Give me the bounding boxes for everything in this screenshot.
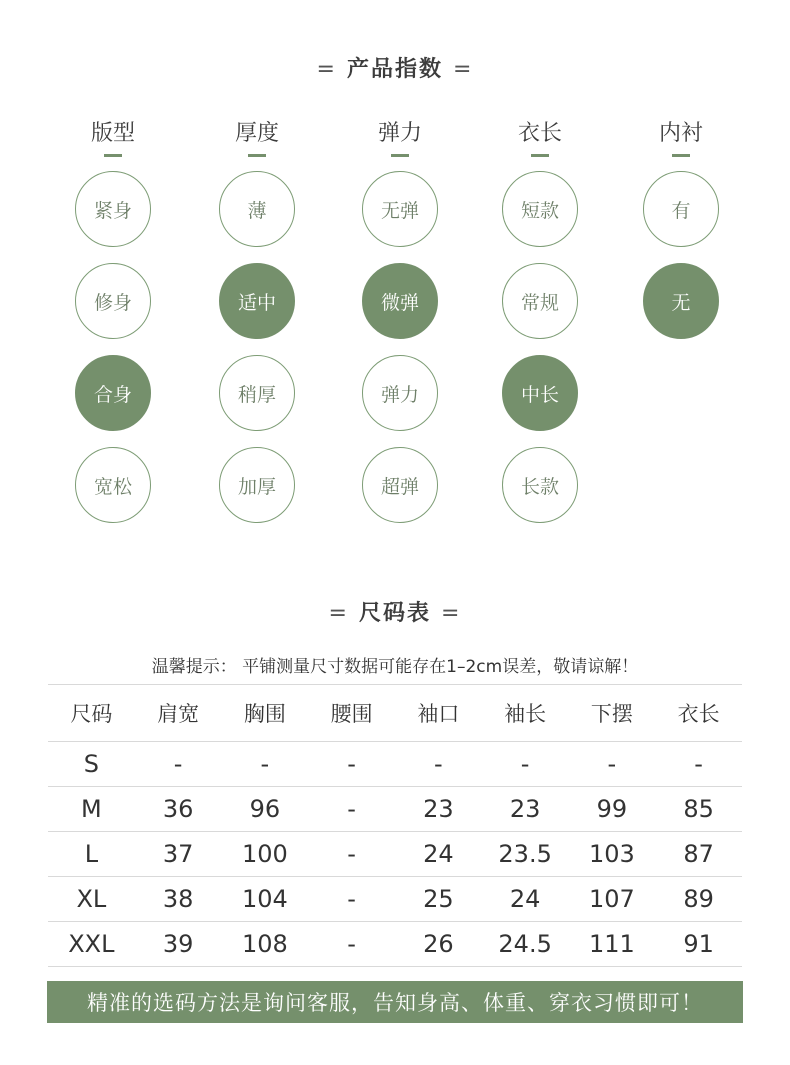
size-chart-title xyxy=(0,596,790,627)
table-row xyxy=(48,742,742,787)
index-option-selected: 微弹 xyxy=(362,263,438,339)
index-option-selected: 适中 xyxy=(219,263,295,339)
measurement-cell: 100 xyxy=(222,832,309,877)
size-table-header-cell: 袖长 xyxy=(482,685,569,742)
index-column xyxy=(345,118,455,539)
sizing-advice-banner: 精准的选码方法是询问客服，告知身高、体重、穿衣习惯即可！ xyxy=(47,981,743,1023)
index-option: 短款 xyxy=(502,171,578,247)
measurement-cell: 23 xyxy=(482,787,569,832)
index-option: 弹力 xyxy=(362,355,438,431)
title-decoration-right: = xyxy=(441,601,462,626)
index-column xyxy=(202,118,312,539)
size-table-header-cell: 胸围 xyxy=(222,685,309,742)
measurement-cell: 103 xyxy=(569,832,656,877)
index-column xyxy=(485,118,595,539)
measurement-cell: 38 xyxy=(135,877,222,922)
index-option: 加厚 xyxy=(219,447,295,523)
measurement-cell: - xyxy=(482,742,569,787)
product-index-title xyxy=(0,52,790,83)
measurement-cell: 25 xyxy=(395,877,482,922)
size-table-header-cell: 衣长 xyxy=(655,685,742,742)
index-column xyxy=(58,118,168,539)
measurement-cell: - xyxy=(308,877,395,922)
measurement-cell: - xyxy=(308,742,395,787)
measurement-cell: - xyxy=(308,832,395,877)
measurement-tip: 温馨提示： 平铺测量尺寸数据可能存在1–2cm误差，敬请谅解！ xyxy=(151,657,639,677)
measurement-cell: 104 xyxy=(222,877,309,922)
measurement-cell: - xyxy=(135,742,222,787)
size-table-header-cell: 袖口 xyxy=(395,685,482,742)
measurement-cell: - xyxy=(308,922,395,967)
measurement-cell: - xyxy=(308,787,395,832)
size-label-cell: S xyxy=(48,742,135,787)
index-column-heading: 弹力 xyxy=(377,121,422,146)
measurement-cell: 23 xyxy=(395,787,482,832)
measurement-cell: 107 xyxy=(569,877,656,922)
measurement-cell: 111 xyxy=(569,922,656,967)
index-option: 常规 xyxy=(502,263,578,339)
measurement-cell: 99 xyxy=(569,787,656,832)
index-column xyxy=(626,118,736,355)
index-column-heading: 衣长 xyxy=(517,121,562,146)
index-option: 长款 xyxy=(502,447,578,523)
measurement-cell: - xyxy=(395,742,482,787)
size-table-header-cell: 腰围 xyxy=(308,685,395,742)
index-option: 超弹 xyxy=(362,447,438,523)
heading-underline xyxy=(391,154,409,157)
measurement-cell: 39 xyxy=(135,922,222,967)
measurement-cell: 23.5 xyxy=(482,832,569,877)
heading-underline xyxy=(248,154,266,157)
measurement-cell: 91 xyxy=(655,922,742,967)
measurement-cell: - xyxy=(569,742,656,787)
heading-underline xyxy=(531,154,549,157)
index-option: 有 xyxy=(643,171,719,247)
index-column-heading: 版型 xyxy=(90,121,135,146)
size-table-header-cell: 肩宽 xyxy=(135,685,222,742)
index-column-heading: 厚度 xyxy=(234,121,279,146)
table-row xyxy=(48,877,742,922)
measurement-cell: 36 xyxy=(135,787,222,832)
table-row xyxy=(48,787,742,832)
product-index-title-text: 产品指数 xyxy=(346,57,443,82)
index-option: 修身 xyxy=(75,263,151,339)
measurement-cell: - xyxy=(222,742,309,787)
measurement-cell: 24 xyxy=(395,832,482,877)
size-table-header-cell: 下摆 xyxy=(569,685,656,742)
index-option: 宽松 xyxy=(75,447,151,523)
index-option-selected: 中长 xyxy=(502,355,578,431)
measurement-cell: 37 xyxy=(135,832,222,877)
index-option: 无弹 xyxy=(362,171,438,247)
index-option-selected: 合身 xyxy=(75,355,151,431)
measurement-cell: 108 xyxy=(222,922,309,967)
measurement-cell: 87 xyxy=(655,832,742,877)
title-decoration-right: = xyxy=(453,57,474,82)
title-decoration-left: = xyxy=(328,601,349,626)
size-table-header-cell: 尺码 xyxy=(48,685,135,742)
title-decoration-left: = xyxy=(316,57,337,82)
size-table-header-row xyxy=(48,685,742,742)
size-table-body xyxy=(48,742,742,967)
size-label-cell: M xyxy=(48,787,135,832)
table-row xyxy=(48,922,742,967)
size-label-cell: L xyxy=(48,832,135,877)
measurement-cell: 24.5 xyxy=(482,922,569,967)
measurement-cell: 26 xyxy=(395,922,482,967)
index-option: 薄 xyxy=(219,171,295,247)
size-table xyxy=(48,684,742,967)
heading-underline xyxy=(104,154,122,157)
index-option: 稍厚 xyxy=(219,355,295,431)
index-option-selected: 无 xyxy=(643,263,719,339)
measurement-cell: 96 xyxy=(222,787,309,832)
heading-underline xyxy=(672,154,690,157)
measurement-cell: 24 xyxy=(482,877,569,922)
size-chart-title-text: 尺码表 xyxy=(358,601,431,626)
measurement-cell: - xyxy=(655,742,742,787)
size-label-cell: XL xyxy=(48,877,135,922)
measurement-cell: 89 xyxy=(655,877,742,922)
table-row xyxy=(48,832,742,877)
index-column-heading: 内衬 xyxy=(658,121,703,146)
measurement-cell: 85 xyxy=(655,787,742,832)
index-option: 紧身 xyxy=(75,171,151,247)
size-label-cell: XXL xyxy=(48,922,135,967)
